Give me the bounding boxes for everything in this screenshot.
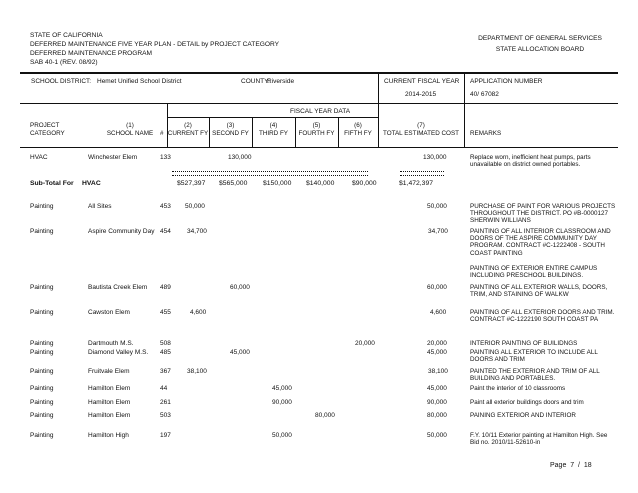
- table-row: [0, 399, 638, 413]
- cell-school: Diamond Valley M.S.: [88, 349, 149, 356]
- col-header-total: (7) TOTAL ESTIMATED COST: [382, 122, 460, 137]
- top-rule: [20, 72, 618, 74]
- cell-category: Painting: [30, 203, 54, 210]
- table-row: [0, 284, 638, 298]
- cell-category: Painting: [30, 309, 54, 316]
- col-header-remarks: REMARKS: [470, 130, 502, 137]
- cell-fifth-fy: 20,000: [355, 340, 375, 347]
- cell-current-fy: 4,600: [190, 309, 207, 316]
- col-header-second-fy: (3) SECOND FY: [212, 122, 249, 137]
- cell-school: Dartmouth M.S.: [88, 340, 134, 347]
- cell-remark: PAINTING OF ALL EXTERIOR WALLS, DOORS, TRIM, AND STAINING OF WALKW: [470, 284, 608, 299]
- col-header-third-fy: (4) THIRD FY: [258, 122, 289, 137]
- cell-school: Fruitvale Elem: [88, 368, 130, 375]
- cell-total: 20,000: [427, 340, 447, 347]
- application-number-value: 40/ 67082: [470, 91, 499, 98]
- cell-category: HVAC: [30, 154, 48, 161]
- cell-number: 508: [160, 340, 171, 347]
- header-bottom-rule: [20, 147, 618, 148]
- cell-remark: Paint all exterior buildings doors and trim: [470, 399, 584, 406]
- cell-total: 4,600: [430, 309, 447, 316]
- cell-total: 34,700: [428, 228, 448, 235]
- cell-total: 60,000: [427, 284, 447, 291]
- subtotal-current-fy: $527,397: [177, 180, 206, 187]
- cell-total: 45,000: [427, 349, 447, 356]
- subtotal-category: HVAC: [82, 180, 101, 187]
- cell-number: 454: [160, 228, 171, 235]
- cell-remark: Paint the interior of 10 classrooms: [470, 385, 566, 392]
- cell-remark: F.Y. 10/11 Exterior painting at Hamilton High. See Bid no. 2010/11-52610-in: [470, 432, 608, 447]
- header-line-1: STATE OF CALIFORNIA: [30, 32, 103, 39]
- cell-total: 90,000: [427, 399, 447, 406]
- header-line-3: DEFERRED MAINTENANCE PROGRAM: [30, 50, 152, 57]
- cell-remark: INTERIOR PAINTING OF BUILIDNGS: [470, 340, 578, 347]
- cell-school: Hamilton Elem: [88, 399, 131, 406]
- cell-school: Aspire Community Day: [88, 228, 155, 235]
- col-header-number: #: [160, 130, 164, 137]
- cell-school: Hamilton Elem: [88, 412, 131, 419]
- cell-remark: PAINTING ALL EXTERIOR TO INCLUDE ALL DOORS AND TRIM: [470, 349, 598, 364]
- fiscal-year-data-heading: FISCAL YEAR DATA: [290, 108, 351, 115]
- cell-number: 455: [160, 309, 171, 316]
- fy-data-rule: [167, 117, 378, 118]
- cell-total: 130,000: [423, 154, 447, 161]
- cell-school: Bautista Creek Elem: [88, 284, 148, 291]
- cell-remark: PAINTED THE EXTERIOR AND TRIM OF ALL BUILDING AND PORTABLES.: [470, 368, 600, 383]
- col-header-current-fy: (2) CURRENT FY: [167, 122, 209, 137]
- cell-number: 453: [160, 203, 171, 210]
- cell-total: 50,000: [427, 203, 447, 210]
- table-row: [0, 309, 638, 323]
- table-row: [0, 154, 638, 168]
- cell-current-fy: 34,700: [187, 228, 207, 235]
- cell-second-fy: 45,000: [230, 349, 250, 356]
- table-row: [0, 349, 638, 363]
- subtotal-total: $1,472,397: [399, 180, 434, 187]
- cell-total: 80,000: [427, 412, 447, 419]
- cell-third-fy: 90,000: [272, 399, 292, 406]
- cell-category: Painting: [30, 284, 54, 291]
- page-separator: /: [578, 462, 580, 469]
- subtotal-second-fy: $565,000: [219, 180, 248, 187]
- cell-category: Painting: [30, 399, 54, 406]
- cell-remark: PURCHASE OF PAINT FOR VARIOUS PROJECTS THROUGHOUT THE DISTRICT. PO #B-0000127 SHERWIN WILLIANS: [470, 203, 616, 225]
- fiscal-year-label: CURRENT FISCAL YEAR: [384, 78, 460, 85]
- cell-category: Painting: [30, 385, 54, 392]
- page-label: Page: [550, 462, 567, 469]
- cell-number: 261: [160, 399, 171, 406]
- subtotal-total-separator: [400, 171, 444, 176]
- page-total: 18: [583, 462, 592, 469]
- subtotal-row: [0, 180, 638, 194]
- county-value: Riverside: [267, 78, 295, 85]
- cell-total: 50,000: [427, 432, 447, 439]
- table-row: [0, 203, 638, 225]
- cell-second-fy: 130,000: [228, 154, 252, 161]
- col-header-category: PROJECT CATEGORY: [30, 122, 65, 137]
- page-indicator: [550, 462, 592, 469]
- application-number-label: APPLICATION NUMBER: [470, 78, 543, 85]
- cell-category: Painting: [30, 349, 54, 356]
- subtotal-fourth-fy: $140,000: [306, 180, 335, 187]
- cell-current-fy: 38,100: [187, 368, 207, 375]
- header-line-2: DEFERRED MAINTENANCE FIVE YEAR PLAN - DETAIL by PROJECT CATEGORY: [30, 41, 280, 48]
- cell-school: All Sites: [88, 203, 112, 210]
- table-row: [0, 228, 638, 257]
- subtotal-fifth-fy: $90,000: [352, 180, 377, 187]
- header-board: STATE ALLOCATION BOARD: [495, 46, 585, 53]
- cell-category: Painting: [30, 432, 54, 439]
- cell-category: Painting: [30, 412, 54, 419]
- district-value: Hemet Unified School District: [97, 78, 182, 85]
- cell-remark: Replace worn, inefficient heat pumps, parts unavailable on district owned portables.: [470, 154, 591, 169]
- col-header-fifth-fy: (6) FIFTH FY: [344, 122, 372, 137]
- cell-third-fy: 50,000: [272, 432, 292, 439]
- table-row: [0, 432, 638, 446]
- cell-number: 489: [160, 284, 171, 291]
- district-label: SCHOOL DISTRICT:: [31, 78, 92, 85]
- header-dept: DEPARTMENT OF GENERAL SERVICES: [478, 35, 602, 42]
- header-line-4: SAB 40-1 (REV. 08/92): [30, 59, 98, 66]
- report-header-right: [470, 33, 610, 55]
- cell-remark: PAINING EXTERIOR AND INTERIOR: [470, 412, 576, 419]
- table-row: [0, 412, 638, 426]
- cell-total: 38,100: [428, 368, 448, 375]
- cell-school: Winchester Elem: [88, 154, 138, 161]
- grid-vline: [464, 74, 465, 148]
- cell-remark: PAINTING OF ALL INTERIOR CLASSROOM AND DOORS OF THE ASPIRE COMMUNITY DAY PROGRAM. CONTRACT #C-1222408 - SOUTH COAST PAINTING: [470, 228, 611, 257]
- info-rule: [20, 103, 618, 104]
- cell-number: 133: [160, 154, 171, 161]
- cell-remark: PAINTING OF ALL EXTERIOR DOORS AND TRIM. CONTRACT #C-1222190 SOUTH COAST PA: [470, 309, 615, 324]
- cell-current-fy: 50,000: [185, 203, 205, 210]
- page-number: 7: [570, 462, 575, 469]
- cell-category: Painting: [30, 340, 54, 347]
- cell-second-fy: 60,000: [230, 284, 250, 291]
- cell-school: Cawston Elem: [88, 309, 130, 316]
- subtotal-separator: [172, 171, 368, 176]
- cell-total: 45,000: [427, 385, 447, 392]
- cell-number: 44: [160, 385, 168, 392]
- table-row: [0, 368, 638, 382]
- cell-third-fy: 45,000: [272, 385, 292, 392]
- cell-category: Painting: [30, 368, 54, 375]
- bautista-extra-remark: PAINTING OF EXTERIOR ENTIRE CAMPUS INCLUDING PRESCHOOL BUILDINGS.: [470, 265, 598, 280]
- col-header-school: (1) SCHOOL NAME: [106, 122, 154, 137]
- subtotal-third-fy: $150,000: [263, 180, 292, 187]
- cell-number: 503: [160, 412, 171, 419]
- col-header-fourth-fy: (5) FOURTH FY: [298, 122, 335, 137]
- cell-number: 197: [160, 432, 171, 439]
- table-row: [0, 385, 638, 399]
- cell-number: 367: [160, 368, 171, 375]
- cell-number: 485: [160, 349, 171, 356]
- report-header-left: [30, 31, 279, 67]
- subtotal-label: Sub-Total For: [30, 180, 74, 187]
- cell-school: Hamilton High: [88, 432, 129, 439]
- cell-school: Hamilton Elem: [88, 385, 131, 392]
- cell-fourth-fy: 80,000: [315, 412, 335, 419]
- cell-category: Painting: [30, 228, 54, 235]
- county-label: COUNTY:: [241, 78, 270, 85]
- fiscal-year-value: 2014-2015: [405, 91, 437, 98]
